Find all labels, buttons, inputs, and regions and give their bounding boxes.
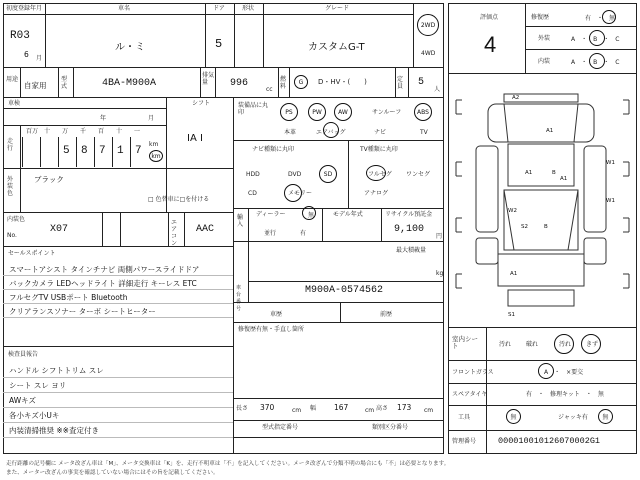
damage-diagram — [448, 78, 637, 328]
selling-point-line: スマートアシスト タインチナビ 両側パワースライドドア — [9, 265, 200, 274]
width-unit: cm — [365, 407, 375, 414]
drive-4wd-label: 4WD — [421, 50, 436, 57]
tv-option: ワンセグ — [406, 171, 431, 178]
equip-option-circle — [334, 103, 352, 121]
tv-title: TV種類に丸印 — [360, 146, 398, 153]
mileage-unit-0: 百万 — [26, 128, 39, 135]
navi-option: HDD — [246, 171, 260, 178]
equip-option-lower: 本革 — [284, 129, 297, 136]
selling-point-rule — [3, 303, 233, 304]
seats-label: 定員 — [397, 76, 404, 90]
note-rule — [3, 392, 233, 393]
selling-point-rule — [3, 275, 233, 276]
height-label: 高さ — [376, 405, 389, 412]
reg-month-unit: 月 — [36, 55, 43, 62]
reg-date-label: 初度登録年月 — [6, 5, 43, 12]
damage-code-label: S1 — [508, 312, 515, 318]
seats-unit: 人 — [434, 86, 441, 93]
score-value: 4 — [484, 32, 497, 57]
equip-option-label: PW — [312, 108, 322, 116]
room-seat-circle — [581, 334, 601, 354]
selling-point-line: バックカメラ LEDヘッドライト 詳細走行 キーレス ETC — [9, 279, 197, 288]
navi-option: DVD — [288, 171, 302, 178]
frame-value: M900A-0574562 — [305, 285, 384, 296]
footer-note-1: 走行距離の記号欄に メータ改ざん車は「M」、メータ交換車は「K」を、走行不明車は「不」を記入してください。メータ改ざんで分類不明の場合にも「不」は必要となります。 — [6, 461, 450, 467]
equip-option-lower: エアバッグ — [316, 129, 346, 136]
load-label: 最大積載量 — [396, 247, 427, 254]
exterior-options: A ・ B ・ C — [571, 36, 620, 43]
history-label: 車歴 — [270, 311, 283, 318]
jack-circle: 無 — [598, 409, 613, 424]
equip-option-label: PS — [285, 108, 293, 116]
mileage-unit-6: 一 — [134, 128, 141, 135]
width-value: 167 — [334, 403, 349, 412]
damage-code-label: A1 — [510, 271, 518, 277]
door-label: ドア — [213, 5, 225, 12]
fullseg-circle — [366, 165, 386, 181]
model-year-label: モデル年式 — [333, 211, 363, 218]
repair-history-label: 修復歴 — [531, 14, 550, 21]
damage-code-label: A1 — [546, 128, 554, 134]
room-seat-label: 室内シート — [452, 335, 478, 350]
interior-grade-circle — [589, 53, 605, 69]
height-value: 173 — [397, 403, 412, 412]
note-line: AWキズ — [9, 396, 36, 405]
recycle-label: リサイクル預託金 — [385, 211, 433, 218]
jack-label: ジャッキ有 — [558, 414, 588, 421]
dealer-option: 無 — [308, 212, 315, 219]
selling-point-line: フルセグTV USBポート Bluetooth — [9, 293, 128, 302]
equip-option-label: ABS — [417, 108, 429, 116]
displacement-label: 排気量 — [202, 72, 215, 86]
navi-option-label: SD — [323, 170, 333, 178]
mileage-digit: 8 — [81, 145, 88, 157]
equipment-title: 装備品に丸印 — [238, 102, 269, 116]
frame-label: 車台 号 — [236, 285, 242, 312]
notes-title: 検査員報告 — [8, 351, 39, 358]
fuel-label: 燃料 — [280, 76, 287, 90]
navi-option: CD — [248, 190, 257, 197]
damage-code-label: A2 — [512, 95, 520, 101]
grade-value: カスタムG-T — [308, 42, 365, 53]
displacement-unit: cc — [266, 86, 273, 93]
note-rule — [3, 407, 233, 408]
interior-grade-options: A ・ B ・ C — [571, 59, 620, 66]
equip-option-label: AW — [338, 108, 348, 116]
mileage-cell-divider — [130, 137, 131, 167]
mgmt-label: 管理番号 — [452, 438, 477, 445]
model-value: 4BA-M900A — [102, 78, 157, 89]
equip-option-circle — [280, 103, 298, 121]
color-value: ブラック — [34, 175, 64, 184]
note-line: 内装清掃推奨 ※※査定付き — [9, 426, 99, 435]
recycle-value: 9,100 — [394, 224, 425, 235]
repair-history-options: 有 ・ 無 — [585, 15, 616, 22]
interior-grade-label: 内装 — [538, 58, 551, 65]
shape-label: 形状 — [242, 5, 255, 12]
exterior-label: 外装 — [538, 35, 551, 42]
interior-code-value: X07 — [50, 224, 69, 235]
equip-option-lower: TV — [420, 129, 428, 136]
selling-point-line: クリアランスソナー ターボ シートヒーター — [9, 307, 156, 316]
inspection-year-unit: 年 — [100, 115, 107, 122]
load-unit: kg — [436, 270, 444, 277]
color-change-note: □ 色替車に□を付ける — [148, 196, 210, 203]
note-rule — [3, 437, 233, 438]
windshield-options: A ・ ×要交 — [544, 369, 584, 376]
mileage-digit: 5 — [63, 145, 70, 157]
use-label: 用途 — [6, 76, 19, 83]
room-seat-option: 破れ — [526, 341, 539, 348]
damage-code-label: S2 — [521, 224, 528, 230]
navi-title: ナビ種類に丸印 — [252, 146, 295, 153]
mileage-cell-divider — [58, 137, 59, 167]
mileage-digit: 7 — [135, 145, 142, 157]
sheet-frame — [3, 3, 444, 454]
inspection-label: 車検 — [8, 100, 21, 107]
note-rule — [3, 377, 233, 378]
km-circle: km — [149, 150, 163, 162]
selling-points-title: セールスポイント — [8, 250, 56, 257]
height-unit: cm — [424, 407, 434, 414]
score-label: 評価点 — [480, 14, 499, 21]
mileage-cell-divider — [76, 137, 77, 167]
shift-label: シフト — [192, 100, 211, 107]
mileage-cell-divider — [22, 137, 23, 167]
color-label: 外装色 — [7, 176, 14, 197]
import-label: 輸入 — [237, 214, 244, 228]
fuel-options: D・HV・( ) — [318, 78, 367, 86]
damage-code-label: W1 — [606, 160, 615, 166]
drive-2wd-circle: 2WD — [417, 14, 439, 36]
mileage-digit-cells — [22, 137, 152, 167]
navi-option-circle — [319, 165, 337, 183]
damage-code-label: B — [544, 224, 548, 230]
car-name-label: 車名 — [118, 5, 131, 12]
repair-note-label: 修復歴有無・手直し箇所 — [238, 326, 305, 333]
equip-option-circle — [308, 103, 326, 121]
dealer-circle — [302, 206, 316, 220]
use-value: 自家用 — [24, 81, 47, 90]
ac-label: エアコン — [171, 219, 178, 247]
airbag-circle — [323, 122, 339, 138]
width-label: 幅 — [310, 405, 317, 412]
length-value: 370 — [260, 403, 275, 412]
tv-option: アナログ — [364, 190, 389, 197]
reg-month-value: 6 — [24, 50, 29, 59]
shift-value: IA I — [187, 133, 203, 144]
inspection-month-unit: 月 — [148, 115, 155, 122]
recycle-unit: 円 — [436, 233, 443, 240]
room-seat-option: 汚れ — [559, 341, 572, 348]
room-seat-circle — [554, 334, 574, 354]
mileage-digit-units — [22, 127, 152, 137]
mileage-unit: km — [149, 141, 159, 148]
note-rule — [3, 422, 233, 423]
model-label: 型式 — [61, 76, 68, 90]
exterior-grade-circle — [589, 30, 605, 46]
mgmt-value: 000010010126070002G1 — [498, 436, 601, 446]
type-designation-label: 型式指定番号 — [262, 424, 299, 431]
mileage-unit-2: 万 — [62, 128, 69, 135]
mileage-unit-4: 百 — [98, 128, 105, 135]
tools-circle: 無 — [506, 409, 521, 424]
mileage-digit: 1 — [117, 145, 124, 157]
reg-date-value: R03 — [10, 30, 30, 42]
damage-code-label: W1 — [606, 198, 615, 204]
prev-history-label: 前歴 — [380, 311, 393, 318]
mileage-cell-divider — [94, 137, 95, 167]
seats-value: 5 — [418, 77, 425, 88]
classification-label: 類別区分番号 — [372, 424, 409, 431]
grade-label: グレード — [325, 5, 350, 12]
room-seat-option: きず — [586, 341, 599, 348]
spare-tire-label: スペアタイヤ — [452, 391, 488, 398]
damage-code-label: A1 — [560, 176, 568, 182]
car-name-value: ル・ミ — [115, 42, 145, 53]
spare-tire-options: 有 ・ 修理キット ・ 無 — [526, 391, 604, 398]
selling-point-rule — [3, 289, 233, 290]
selling-point-rule — [3, 317, 233, 318]
mileage-unit-3: 千 — [80, 128, 87, 135]
length-unit: cm — [292, 407, 302, 414]
fuel-gasoline-circle: G — [294, 75, 308, 89]
footer-note-2: また、メーター改ざんの事実を確認していない場合にはその旨を記載してください。 — [6, 470, 219, 476]
dealer-label: ディーラー — [256, 211, 286, 218]
damage-code-label: W2 — [508, 208, 517, 214]
equip-option: サンルーフ — [372, 109, 402, 116]
dealer-option: 並行 — [264, 230, 277, 237]
equip-option-circle — [414, 103, 432, 121]
interior-no-label: No. — [7, 232, 17, 239]
windshield-label: フロントガラス — [452, 369, 494, 376]
damage-code-label: B — [552, 170, 556, 176]
length-label: 長さ — [236, 405, 249, 412]
interior-label: 内装色 — [7, 216, 26, 223]
navi-option: メモリー — [288, 190, 313, 197]
displacement-value: 996 — [230, 78, 249, 89]
mileage-label: 走行 — [7, 138, 14, 152]
ac-value: AAC — [196, 224, 215, 235]
mileage-cell-divider — [40, 137, 41, 167]
equip-option-lower: ナビ — [374, 129, 387, 136]
room-seat-option: 汚れ — [499, 341, 512, 348]
tv-option: フルセグ — [368, 171, 392, 178]
note-line: 各小キズ小Uキ — [9, 411, 60, 420]
damage-code-label: A1 — [525, 170, 533, 176]
mileage-unit-1: 十 — [44, 128, 51, 135]
mileage-cell-divider — [112, 137, 113, 167]
note-line: ハンドル シフトトリム スレ — [9, 366, 104, 375]
door-value: 5 — [215, 37, 223, 51]
dealer-option: 有 — [300, 230, 307, 237]
tools-label: 工具 — [458, 414, 471, 421]
mileage-unit-5: 十 — [116, 128, 123, 135]
mileage-digit: 7 — [99, 145, 106, 157]
memory-circle — [284, 184, 302, 202]
repair-none-circle — [602, 10, 616, 24]
note-line: シート スレ ヨリ — [9, 381, 67, 390]
